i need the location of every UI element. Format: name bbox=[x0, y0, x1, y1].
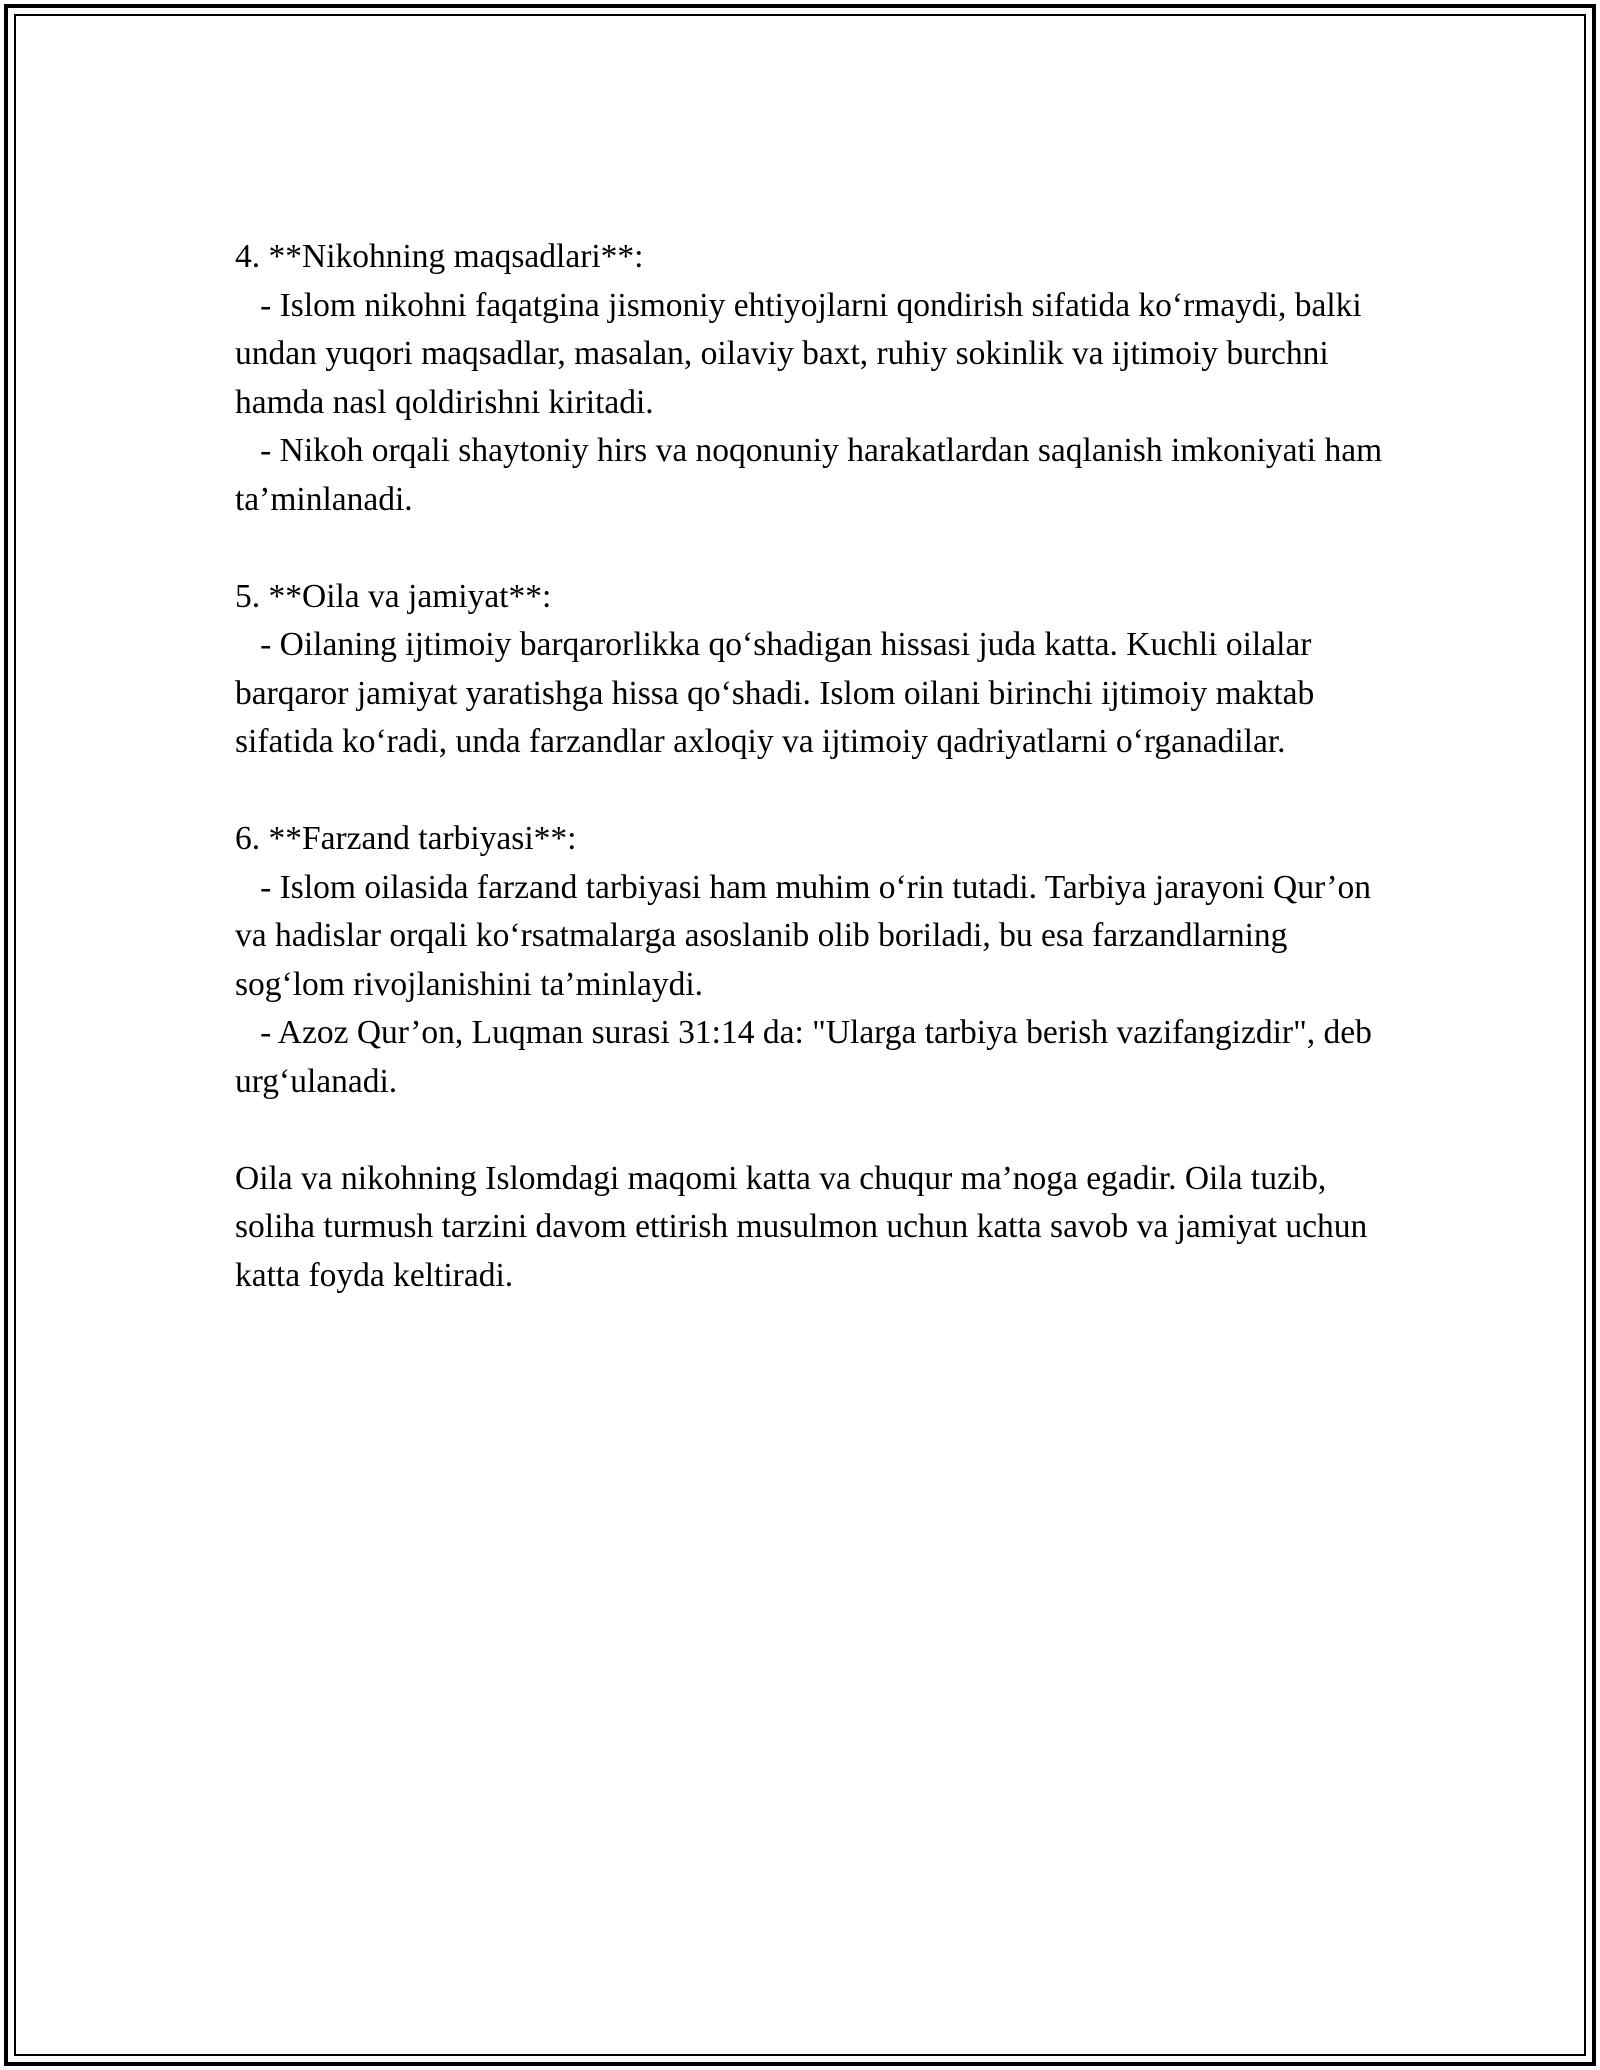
conclusion-paragraph bbox=[235, 1155, 1395, 1301]
section-bullet: - Islom nikohni faqatgina jismoniy ehtiyojlarni qondirish sifatida ko‘rmaydi, balki undan yuqori maqsadlar, masalan, oilaviy baxt, ruhiy sokinlik va ijtimoiy burchni hamda nasl qoldirishni kiritadi. bbox=[235, 286, 1371, 421]
section-heading: 6. **Farzand tarbiyasi**: bbox=[235, 820, 577, 857]
section-bullet: - Azoz Qur’on, Luqman surasi 31:14 da: "Ularga tarbiya berish vazifangizdir", deb urg‘ulanadi. bbox=[235, 1014, 1381, 1100]
document-body bbox=[235, 233, 1395, 1349]
conclusion-text: Oila va nikohning Islomdagi maqomi katta va chuqur ma’noga egadir. Oila tuzib, soliha turmush tarzini davom ettirish musulmon uchun katta savob va jamiyat uchun katta foyda keltiradi. bbox=[235, 1159, 1368, 1294]
section-heading: 5. **Oila va jamiyat**: bbox=[235, 577, 552, 615]
section-bullet: - Islom oilasida farzand tarbiyasi ham muhim o‘rin tutadi. Tarbiya jarayoni Qur’on va hadislar orqali ko‘rsatmalarga asoslanib olib boriladi, bu esa farzandlarning sog‘lom rivojlanishini ta’minlaydi. bbox=[235, 868, 1380, 1003]
section-bullet: - Oilaning ijtimoiy barqarorlikka qo‘shadigan hissasi juda katta. Kuchli oilalar barqaror jamiyat yaratishga hissa qo‘shadi. Islom oilani birinchi ijtimoiy maktab sifatida ko‘radi, unda farzandlar axloqiy va ijtimoiy qadriyatlarni o‘rganadilar. bbox=[235, 626, 1323, 760]
section-bullet: - Nikoh orqali shaytoniy hirs va noqonuniy harakatlardan saqlanish imkoniyati ham ta’minlanadi. bbox=[235, 432, 1391, 518]
section-oila-jamiyat bbox=[235, 573, 1395, 767]
section-nikoh-maqsadlari bbox=[235, 233, 1395, 524]
section-farzand-tarbiyasi bbox=[235, 815, 1395, 1106]
section-heading: 4. **Nikohning maqsadlari**: bbox=[235, 238, 644, 275]
